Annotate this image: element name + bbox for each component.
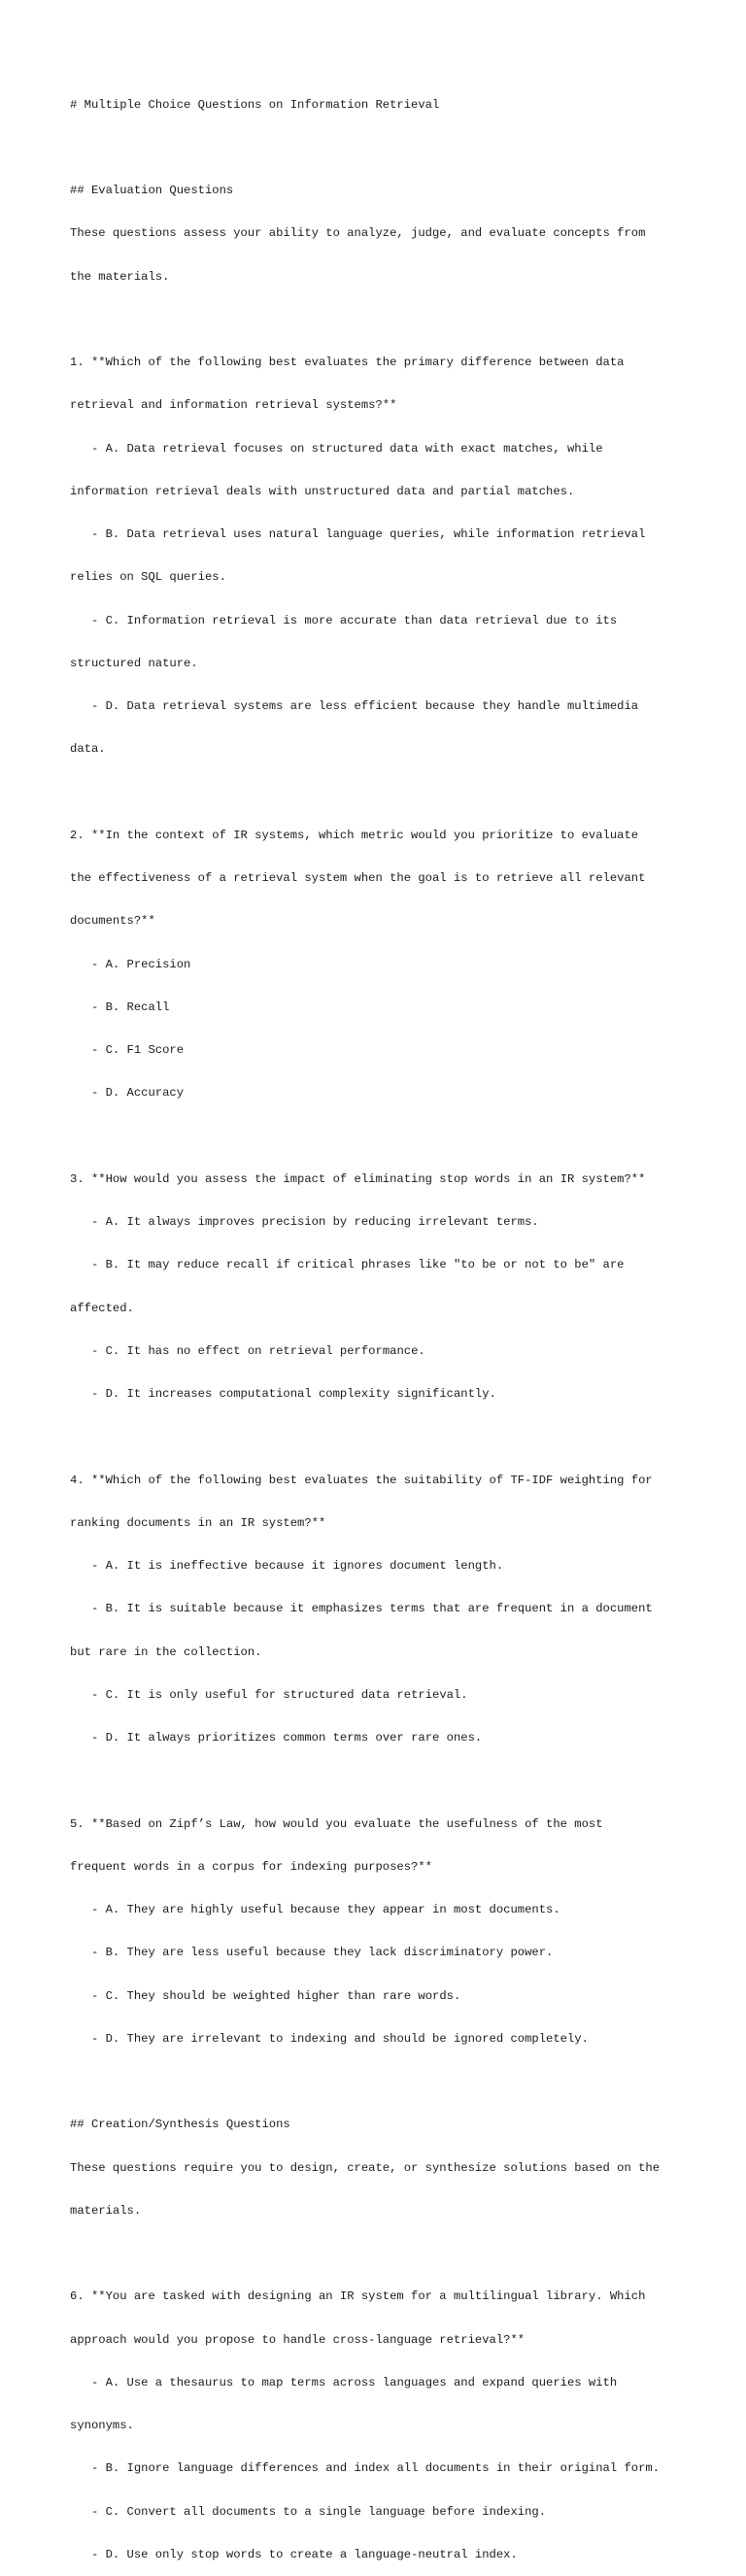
question-text: documents?** <box>70 914 155 929</box>
answer-option: - B. They are less useful because they lack discriminatory power. <box>70 1946 554 1960</box>
answer-option: relies on SQL queries. <box>70 570 226 585</box>
blank-line <box>70 1774 692 1788</box>
answer-option: - D. It always prioritizes common terms over rare ones. <box>70 1731 483 1745</box>
answer-option: - C. They should be weighted higher than rare words. <box>70 1988 461 2003</box>
blank-line <box>70 1130 692 1144</box>
section-heading-creation: ## Creation/Synthesis Questions <box>70 2118 290 2132</box>
answer-option: - D. It increases computational complexity significantly. <box>70 1387 496 1401</box>
answer-option: - D. Data retrieval systems are less efficient because they handle multimedia <box>70 699 639 713</box>
question-text: 5. **Based on Zipf’s Law, how would you evaluate the usefulness of the most <box>70 1816 603 1831</box>
answer-option: - A. It always improves precision by reducing irrelevant terms. <box>70 1215 539 1229</box>
question-text: 6. **You are tasked with designing an IR system for a multilingual library. Which <box>70 2289 646 2304</box>
question-text: 4. **Which of the following best evaluates the suitability of TF-IDF weighting for <box>70 1473 653 1487</box>
answer-option: but rare in the collection. <box>70 1644 262 1659</box>
answer-option: - B. It may reduce recall if critical phrases like "to be or not to be" are <box>70 1258 625 1272</box>
blank-line <box>70 1430 692 1444</box>
answer-option: information retrieval deals with unstructured data and partial matches. <box>70 484 575 498</box>
question-text: the effectiveness of a retrieval system when the goal is to retrieve all relevant <box>70 871 646 885</box>
section-heading-evaluation: ## Evaluation Questions <box>70 184 234 197</box>
blank-line <box>70 2075 692 2089</box>
answer-option: - A. Use a thesaurus to map terms across languages and expand queries with <box>70 2375 618 2390</box>
answer-option: data. <box>70 742 106 757</box>
section-intro: materials. <box>70 2203 142 2218</box>
blank-line <box>70 2247 692 2261</box>
answer-option: - D. Accuracy <box>70 1086 185 1101</box>
answer-option: - A. They are highly useful because they appear in most documents. <box>70 1903 560 1916</box>
question-text: 3. **How would you assess the impact of eliminating stop words in an IR system?** <box>70 1171 646 1186</box>
answer-option: - B. Ignore language differences and index all documents in their original form. <box>70 2461 661 2476</box>
question-text: retrieval and information retrieval systems?** <box>70 398 397 413</box>
blank-line <box>70 313 692 327</box>
answer-option: - A. Precision <box>70 957 191 971</box>
answer-option: - C. Information retrieval is more accurate than data retrieval due to its <box>70 613 618 627</box>
answer-option: - C. F1 Score <box>70 1043 185 1057</box>
answer-option: - C. Convert all documents to a single language before indexing. <box>70 2504 547 2519</box>
answer-option: - A. Data retrieval focuses on structured data with exact matches, while <box>70 441 603 456</box>
question-text: approach would you propose to handle cross-language retrieval?** <box>70 2332 526 2347</box>
answer-option: - B. It is suitable because it emphasizes terms that are frequent in a document <box>70 1602 653 1616</box>
question-text: 1. **Which of the following best evaluates the primary difference between data <box>70 356 625 369</box>
answer-option: - A. It is ineffective because it ignores document length. <box>70 1559 504 1573</box>
answer-option: - B. Data retrieval uses natural language queries, while information retrieval <box>70 527 646 541</box>
document-page <box>70 69 692 2576</box>
question-text: 2. **In the context of IR systems, which metric would you prioritize to evaluate <box>70 828 639 842</box>
blank-line <box>70 141 692 155</box>
blank-line <box>70 786 692 800</box>
answer-option: - D. They are irrelevant to indexing and should be ignored completely. <box>70 2031 589 2046</box>
answer-option: affected. <box>70 1301 134 1315</box>
section-intro: These questions assess your ability to analyze, judge, and evaluate concepts from <box>70 226 646 241</box>
answer-option: - C. It has no effect on retrieval performance. <box>70 1343 425 1358</box>
doc-title: # Multiple Choice Questions on Information Retrieval <box>70 97 440 112</box>
question-text: ranking documents in an IR system?** <box>70 1515 326 1530</box>
section-intro: the materials. <box>70 269 170 284</box>
answer-option: - D. Use only stop words to create a language-neutral index. <box>70 2547 518 2561</box>
answer-option: - B. Recall <box>70 1000 170 1014</box>
section-intro: These questions require you to design, create, or synthesize solutions based on the <box>70 2160 661 2175</box>
question-text: frequent words in a corpus for indexing purposes?** <box>70 1859 432 1874</box>
answer-option: structured nature. <box>70 656 198 670</box>
answer-option: - C. It is only useful for structured data retrieval. <box>70 1687 468 1702</box>
answer-option: synonyms. <box>70 2419 134 2432</box>
